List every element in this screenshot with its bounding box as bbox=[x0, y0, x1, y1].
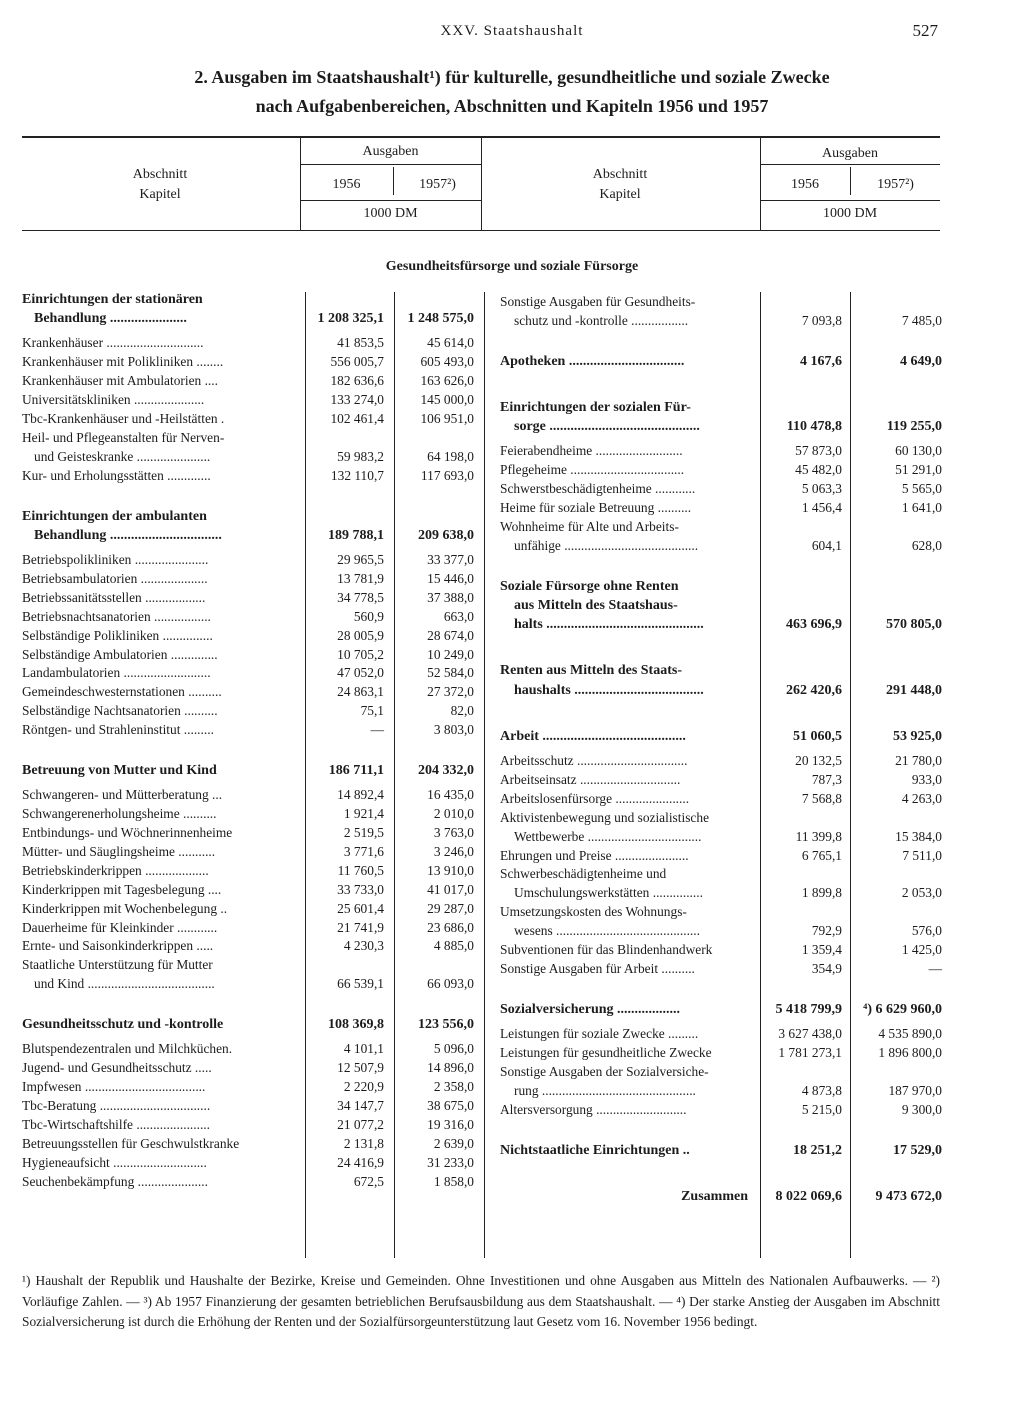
value-1956: 1 899,8 bbox=[801, 885, 842, 901]
value-1957: 23 686,0 bbox=[427, 919, 474, 935]
value-1957: 15 446,0 bbox=[427, 570, 474, 586]
value-1956: — bbox=[370, 722, 384, 738]
value-1957: 7 485,0 bbox=[901, 312, 942, 328]
value-1957: 1 896 800,0 bbox=[878, 1044, 942, 1060]
value-1957: 28 674,0 bbox=[427, 627, 474, 643]
value-1956: 33 733,0 bbox=[337, 881, 384, 897]
row-label: Heime für soziale Betreuung .......... bbox=[500, 500, 692, 516]
row-label: Einrichtungen der stationären bbox=[22, 292, 203, 307]
value-1957: 19 316,0 bbox=[427, 1116, 474, 1132]
value-1957: 106 951,0 bbox=[420, 411, 474, 426]
row-label: Schwerbeschädigtenheime und bbox=[500, 866, 667, 882]
value-1956: 5 418 799,9 bbox=[775, 1001, 842, 1017]
table-row bbox=[0, 846, 1024, 865]
value-1957: 117 693,0 bbox=[420, 467, 474, 483]
row-label: schutz und -kontrolle ................. bbox=[514, 312, 689, 328]
row-label: aus Mitteln des Staatshaus- bbox=[514, 598, 678, 613]
row-label: Apotheken ................................. bbox=[500, 353, 685, 369]
row-label: Mütter- und Säuglingsheime ........... bbox=[22, 843, 216, 859]
header-unit: 1000 DM bbox=[822, 206, 878, 221]
table-row bbox=[0, 770, 1024, 789]
value-1956: 556 005,7 bbox=[330, 354, 384, 370]
row-label: Selbständige Ambulatorien .............. bbox=[22, 646, 218, 662]
row-label: Einrichtungen der sozialen Für- bbox=[500, 400, 691, 415]
table-row bbox=[0, 921, 1024, 940]
value-1956: 2 220,9 bbox=[343, 1079, 384, 1095]
value-1956: 51 060,5 bbox=[793, 728, 842, 744]
value-1957: 628,0 bbox=[911, 537, 942, 553]
value-1956: 11 399,8 bbox=[795, 828, 842, 844]
row-label: Behandlung ...................... bbox=[34, 311, 187, 327]
table-row bbox=[0, 701, 1024, 720]
row-label: Sonstige Ausgaben für Arbeit .......... bbox=[500, 960, 695, 976]
row-label: Ehrungen und Preise ...................... bbox=[500, 847, 689, 863]
row-label: Röntgen- und Strahleninstitut ......... bbox=[22, 722, 214, 738]
value-1957: 66 093,0 bbox=[427, 976, 474, 992]
row-label: Arbeitsschutz ................................. bbox=[500, 753, 688, 768]
row-label: unfähige ........................................ bbox=[514, 537, 699, 553]
value-1957: 291 448,0 bbox=[886, 682, 942, 698]
value-1957: 2 010,0 bbox=[433, 806, 474, 822]
value-1956: 182 636,6 bbox=[330, 373, 384, 389]
page-number: 527 bbox=[912, 21, 938, 40]
value-1956: 34 778,5 bbox=[337, 589, 384, 605]
value-1957: 29 287,0 bbox=[427, 900, 474, 916]
row-label: Betriebskinderkrippen ................... bbox=[22, 862, 209, 878]
row-label: sorge ........................................... bbox=[514, 419, 700, 435]
value-1957: 4 535 890,0 bbox=[878, 1026, 942, 1041]
header-divider bbox=[481, 136, 482, 231]
row-label: halts ............................................. bbox=[514, 617, 704, 633]
row-label: haushalts ..................................... bbox=[514, 682, 704, 698]
value-1957: 31 233,0 bbox=[427, 1154, 474, 1170]
table-row bbox=[0, 441, 1024, 460]
value-1956: 3 627 438,0 bbox=[778, 1026, 842, 1041]
value-1957: 41 017,0 bbox=[427, 881, 474, 897]
row-label: Pflegeheime .................................. bbox=[500, 462, 685, 478]
row-label: Leistungen für gesundheitliche Zwecke bbox=[500, 1044, 712, 1060]
value-1957: 14 896,0 bbox=[427, 1060, 474, 1076]
value-1957: 204 332,0 bbox=[418, 763, 474, 778]
value-1956: 10 705,2 bbox=[337, 646, 384, 662]
table-row bbox=[0, 498, 1024, 517]
header-year-1957: 1957²) bbox=[419, 177, 456, 192]
row-label: Heil- und Pflegeanstalten für Nerven- bbox=[22, 429, 225, 445]
value-1956: 5 215,0 bbox=[801, 1101, 842, 1117]
value-1957: 3 246,0 bbox=[433, 843, 474, 859]
header-ausgaben: Ausgaben bbox=[822, 146, 878, 161]
value-1957: 17 529,0 bbox=[893, 1142, 942, 1158]
value-1956: 1 456,4 bbox=[801, 500, 842, 516]
value-1956: 24 416,9 bbox=[337, 1154, 384, 1170]
value-1956: 21 741,9 bbox=[337, 919, 384, 935]
value-1956: 2 519,5 bbox=[343, 825, 384, 840]
value-1957: 1 858,0 bbox=[433, 1173, 474, 1189]
value-1957: 37 388,0 bbox=[427, 589, 474, 605]
row-label: Betriebsambulatorien .................... bbox=[22, 570, 208, 586]
row-label: Sonstige Ausgaben der Sozialversiche- bbox=[500, 1063, 709, 1079]
value-1957: 3 803,0 bbox=[433, 722, 474, 738]
row-label: Gesundheitsschutz und -kontrolle bbox=[22, 1017, 224, 1033]
section-heading: Gesundheitsfürsorge und soziale Fürsorge bbox=[385, 259, 639, 274]
value-1957: 51 291,0 bbox=[895, 462, 942, 478]
value-1956: 8 022 069,6 bbox=[775, 1188, 842, 1204]
row-label: Altersversorgung ........................... bbox=[500, 1101, 687, 1117]
footnotes: ¹) Haushalt der Republik und Haushalte der Bezirke, Kreise und Gemeinden. Ohne Investitionen und ohne Ausgaben aus Mitteln des Nationalen Aufbauwerks. — ²) Vorläufige Zahlen. — ³) Ab 1957 Finanzierung der gesamten betrieblichen Berufsausbildung aus dem Staatshaushalt. — ⁴) Der starke Anstieg der Ausgaben im Abschnitt Sozialversicherung ist durch die Erhöhung der Renten und der Sozialfürsorgeunterstützung laut Gesetz vom 16. November 1956 bedingt. bbox=[22, 1273, 940, 1329]
value-1956: 5 063,3 bbox=[801, 481, 842, 497]
value-1956: 4 101,1 bbox=[343, 1041, 384, 1057]
table-row bbox=[0, 827, 1024, 846]
value-1956: 1 359,4 bbox=[801, 942, 842, 957]
value-1957: 4 263,0 bbox=[901, 790, 942, 806]
section-subtotal-row bbox=[0, 352, 1024, 371]
row-label: Wohnheime für Alte und Arbeits- bbox=[500, 519, 679, 534]
value-1957: 10 249,0 bbox=[427, 646, 474, 662]
row-label: Krankenhäuser mit Ambulatorien .... bbox=[22, 373, 218, 389]
row-label: Kinderkrippen mit Wochenbelegung .. bbox=[22, 900, 228, 916]
table-row bbox=[0, 517, 1024, 536]
value-1956: 25 601,4 bbox=[337, 900, 384, 916]
row-label: Behandlung ................................ bbox=[34, 527, 222, 543]
row-label: und Kind ...................................... bbox=[34, 976, 215, 992]
row-label: Hygieneaufsicht ............................ bbox=[22, 1154, 207, 1170]
value-1957: 27 372,0 bbox=[427, 684, 474, 700]
value-1957: 7 511,0 bbox=[902, 847, 942, 863]
value-1957: 82,0 bbox=[450, 703, 474, 719]
table-row bbox=[0, 536, 1024, 555]
section-subtotal-row bbox=[0, 681, 1024, 700]
value-1956: 4 230,3 bbox=[343, 938, 384, 954]
value-1956: 34 147,7 bbox=[337, 1098, 384, 1113]
value-1956: 13 781,9 bbox=[337, 570, 384, 586]
row-label: Krankenhäuser mit Polikliniken ........ bbox=[22, 354, 224, 370]
value-1957: ⁴) 6 629 960,0 bbox=[863, 1001, 942, 1017]
value-1956: 560,9 bbox=[353, 608, 384, 624]
table-row bbox=[0, 371, 1024, 390]
table-row bbox=[0, 902, 1024, 921]
value-1956: 75,1 bbox=[360, 703, 384, 719]
value-1956: 102 461,4 bbox=[330, 411, 384, 426]
table-row bbox=[0, 460, 1024, 479]
row-label: Ernte- und Saisonkinderkrippen ..... bbox=[22, 938, 214, 954]
row-label: Universitätskliniken ..................... bbox=[22, 392, 205, 408]
row-label: Feierabendheime .......................... bbox=[500, 443, 683, 459]
value-1957: 64 198,0 bbox=[427, 448, 474, 464]
row-label: Staatliche Unterstützung für Mutter bbox=[22, 957, 213, 973]
value-1957: 605 493,0 bbox=[420, 354, 474, 370]
section-subtotal-row bbox=[0, 398, 1024, 417]
row-label: Betreuungsstellen für Geschwulstkranke bbox=[22, 1135, 240, 1151]
value-1956: 133 274,0 bbox=[330, 392, 384, 408]
value-1957: 4 885,0 bbox=[433, 938, 474, 954]
value-1957: 5 096,0 bbox=[433, 1041, 474, 1057]
row-label: Kinderkrippen mit Tagesbelegung .... bbox=[22, 881, 222, 897]
row-label: Sonstige Ausgaben für Gesundheits- bbox=[500, 294, 696, 309]
row-label: Selbständige Polikliniken ............... bbox=[22, 627, 213, 643]
value-1956: 7 093,8 bbox=[801, 312, 842, 328]
table-row bbox=[0, 333, 1024, 352]
value-1957: 163 626,0 bbox=[420, 373, 474, 389]
section-subtotal-row bbox=[0, 596, 1024, 615]
value-1956: 14 892,4 bbox=[337, 787, 384, 803]
value-1957: 38 675,0 bbox=[427, 1098, 474, 1113]
value-1957: 209 638,0 bbox=[418, 527, 474, 543]
table-row bbox=[0, 883, 1024, 902]
value-1956: 110 478,8 bbox=[786, 419, 842, 435]
value-1956: 47 052,0 bbox=[337, 665, 384, 681]
value-1957: 1 641,0 bbox=[901, 500, 942, 516]
value-1957: 1 248 575,0 bbox=[407, 311, 474, 327]
section-subtotal-row bbox=[0, 615, 1024, 634]
row-label: Dauerheime für Kleinkinder ............ bbox=[22, 919, 218, 935]
row-label: Nichtstaatliche Einrichtungen .. bbox=[500, 1142, 690, 1158]
value-1957: 2 358,0 bbox=[433, 1079, 474, 1095]
header-abschnitt: Abschnitt bbox=[592, 167, 648, 182]
row-label: Zusammen bbox=[681, 1188, 748, 1204]
table-row bbox=[0, 1043, 1024, 1062]
row-label: Wettbewerbe .................................. bbox=[514, 828, 702, 844]
value-1956: 4 167,6 bbox=[800, 353, 842, 369]
value-1956: 1 921,4 bbox=[343, 806, 384, 822]
value-1957: 663,0 bbox=[443, 608, 474, 624]
value-1956: 463 696,9 bbox=[786, 617, 842, 633]
table-row bbox=[0, 1100, 1024, 1119]
value-1956: 354,9 bbox=[811, 960, 842, 976]
value-1956: 262 420,6 bbox=[786, 682, 842, 698]
value-1956: 57 873,0 bbox=[795, 443, 842, 459]
table-row bbox=[0, 940, 1024, 959]
table-row bbox=[0, 864, 1024, 883]
value-1956: 41 853,5 bbox=[337, 335, 384, 351]
row-label: Aktivistenbewegung und sozialistische bbox=[500, 809, 710, 825]
table-row bbox=[0, 789, 1024, 808]
value-1957: 187 970,0 bbox=[888, 1082, 942, 1098]
value-1956: 12 507,9 bbox=[337, 1060, 384, 1076]
table-row bbox=[0, 1081, 1024, 1100]
value-1957: 123 556,0 bbox=[418, 1017, 474, 1033]
value-1957: 9 300,0 bbox=[901, 1101, 942, 1117]
row-label: Umschulungswerkstätten ............... bbox=[514, 885, 703, 901]
table-row bbox=[0, 479, 1024, 498]
value-1956: 604,1 bbox=[811, 537, 842, 553]
value-1956: 59 983,2 bbox=[337, 448, 384, 464]
row-label: rung .............................................. bbox=[514, 1082, 696, 1098]
value-1957: 60 130,0 bbox=[895, 443, 942, 459]
table-row bbox=[0, 1062, 1024, 1081]
row-label: Einrichtungen der ambulanten bbox=[22, 508, 207, 524]
value-1956: 1 208 325,1 bbox=[317, 311, 384, 327]
value-1957: 33 377,0 bbox=[427, 552, 474, 567]
value-1957: 5 565,0 bbox=[901, 481, 942, 497]
value-1956: 11 760,5 bbox=[337, 862, 384, 878]
row-label: Jugend- und Gesundheitsschutz ..... bbox=[22, 1060, 212, 1076]
header-year-1956: 1956 bbox=[332, 177, 361, 192]
value-1956: 2 131,8 bbox=[343, 1135, 384, 1151]
value-1956: 45 482,0 bbox=[795, 462, 842, 478]
table-row bbox=[0, 751, 1024, 770]
row-label: und Geisteskranke ...................... bbox=[34, 448, 211, 464]
row-label: Selbständige Nachtsanatorien .......... bbox=[22, 703, 218, 719]
value-1956: 1 781 273,1 bbox=[778, 1044, 842, 1060]
value-1957: 15 384,0 bbox=[895, 828, 942, 844]
value-1956: 787,3 bbox=[811, 771, 842, 787]
header-abschnitt: Abschnitt bbox=[132, 167, 188, 182]
row-label: Subventionen für das Blindenhandwerk bbox=[500, 942, 713, 957]
row-label: wesens ........................................... bbox=[514, 923, 700, 939]
row-label: Impfwesen .................................... bbox=[22, 1079, 206, 1095]
header-subrule bbox=[300, 200, 481, 201]
value-1956: 7 568,8 bbox=[801, 790, 842, 806]
header-subrule bbox=[300, 164, 481, 165]
row-label: Leistungen für soziale Zwecke ......... bbox=[500, 1026, 699, 1041]
value-1956: 4 873,8 bbox=[801, 1082, 842, 1098]
section-subtotal-row bbox=[0, 1000, 1024, 1019]
section-subtotal-row bbox=[0, 727, 1024, 746]
value-1956: 21 077,2 bbox=[337, 1116, 384, 1132]
value-1956: 24 863,1 bbox=[337, 684, 384, 700]
table-row bbox=[0, 292, 1024, 311]
value-1957: 53 925,0 bbox=[893, 728, 942, 744]
value-1957: 1 425,0 bbox=[901, 942, 942, 957]
value-1957: 2 053,0 bbox=[901, 885, 942, 901]
value-1957: 119 255,0 bbox=[886, 419, 942, 435]
row-label: Landambulatorien .......................... bbox=[22, 665, 211, 681]
section-subtotal-row bbox=[0, 661, 1024, 680]
row-label: Schwangerenerholungsheime .......... bbox=[22, 806, 217, 822]
value-1957: 145 000,0 bbox=[420, 392, 474, 408]
row-label: Arbeitseinsatz .............................. bbox=[500, 771, 681, 787]
header-kapitel: Kapitel bbox=[139, 187, 181, 202]
row-label: Betriebspolikliniken ...................... bbox=[22, 552, 209, 567]
value-1956: 189 788,1 bbox=[328, 527, 384, 543]
section-subtotal-row bbox=[0, 417, 1024, 436]
value-1957: 2 639,0 bbox=[433, 1135, 474, 1151]
row-label: Soziale Fürsorge ohne Renten bbox=[500, 578, 679, 594]
row-label: Betriebssanitätsstellen .................. bbox=[22, 589, 206, 605]
header-subrule bbox=[760, 200, 940, 201]
section-subtotal-row bbox=[0, 1141, 1024, 1160]
table-row bbox=[0, 311, 1024, 330]
row-label: Entbindungs- und Wöchnerinnenheime bbox=[22, 825, 233, 840]
value-1956: 66 539,1 bbox=[337, 976, 384, 992]
running-header: XXV. Staatshaushalt bbox=[440, 23, 584, 39]
value-1956: 6 765,1 bbox=[801, 847, 842, 863]
value-1957: — bbox=[928, 960, 942, 976]
table-row bbox=[0, 959, 1024, 978]
row-label: Schwangeren- und Mütterberatung ... bbox=[22, 787, 223, 803]
table-row bbox=[0, 1024, 1024, 1043]
value-1957: 21 780,0 bbox=[895, 753, 942, 768]
row-label: Renten aus Mitteln des Staats- bbox=[500, 663, 682, 679]
row-label: Tbc-Wirtschaftshilfe ...................... bbox=[22, 1116, 210, 1132]
section-subtotal-row bbox=[0, 1187, 1024, 1206]
table-title-line-2: nach Aufgabenbereichen, Abschnitten und Kapiteln 1956 und 1957 bbox=[255, 96, 769, 116]
value-1956: 29 965,5 bbox=[337, 552, 384, 567]
value-1957: 570 805,0 bbox=[886, 617, 942, 633]
row-label: Seuchenbekämpfung ..................... bbox=[22, 1173, 208, 1189]
value-1956: 18 251,2 bbox=[793, 1142, 842, 1158]
row-label: Kur- und Erholungsstätten ............. bbox=[22, 467, 211, 483]
table-title-line-1: 2. Ausgaben im Staatshaushalt¹) für kulturelle, gesundheitliche und soziale Zwecke bbox=[194, 67, 830, 87]
row-label: Blutspendezentralen und Milchküchen. bbox=[22, 1041, 233, 1057]
value-1956: 132 110,7 bbox=[330, 467, 384, 483]
value-1957: 576,0 bbox=[911, 923, 942, 939]
row-label: Sozialversicherung .................. bbox=[500, 1001, 681, 1017]
value-1957: 4 649,0 bbox=[900, 353, 942, 369]
value-1957: 16 435,0 bbox=[427, 787, 474, 803]
value-1957: 3 763,0 bbox=[433, 825, 474, 840]
header-year-1956: 1956 bbox=[791, 177, 819, 192]
value-1956: 792,9 bbox=[811, 923, 842, 939]
row-label: Schwerstbeschädigtenheime ............ bbox=[500, 481, 696, 497]
row-label: Gemeindeschwesternstationen .......... bbox=[22, 684, 222, 700]
value-1957: 9 473 672,0 bbox=[875, 1188, 942, 1204]
value-1956: 186 711,1 bbox=[328, 763, 384, 778]
value-1956: 20 132,5 bbox=[795, 753, 842, 768]
table-row bbox=[0, 808, 1024, 827]
value-1956: 672,5 bbox=[353, 1173, 384, 1189]
value-1957: 52 584,0 bbox=[427, 665, 474, 681]
section-subtotal-row bbox=[0, 577, 1024, 596]
value-1957: 45 614,0 bbox=[427, 335, 474, 351]
row-label: Umsetzungskosten des Wohnungs- bbox=[500, 904, 687, 920]
header-kapitel: Kapitel bbox=[599, 187, 641, 202]
header-ausgaben: Ausgaben bbox=[362, 144, 419, 159]
row-label: Betreuung von Mutter und Kind bbox=[22, 763, 217, 778]
header-unit: 1000 DM bbox=[363, 206, 418, 221]
header-year-1957: 1957²) bbox=[877, 177, 914, 192]
value-1956: 28 005,9 bbox=[337, 627, 384, 643]
value-1957: 933,0 bbox=[911, 771, 942, 787]
row-label: Krankenhäuser ............................. bbox=[22, 335, 204, 351]
row-label: Tbc-Krankenhäuser und -Heilstätten . bbox=[22, 411, 225, 426]
value-1956: 108 369,8 bbox=[328, 1017, 384, 1033]
row-label: Arbeitslosenfürsorge ...................... bbox=[500, 790, 690, 806]
header-subrule bbox=[760, 164, 940, 165]
row-label: Arbeit ......................................... bbox=[500, 728, 686, 744]
value-1957: 13 910,0 bbox=[427, 862, 474, 878]
row-label: Betriebsnachtsanatorien ................. bbox=[22, 608, 211, 624]
value-1956: 3 771,6 bbox=[343, 843, 384, 859]
row-label: Tbc-Beratung ................................. bbox=[22, 1098, 211, 1113]
